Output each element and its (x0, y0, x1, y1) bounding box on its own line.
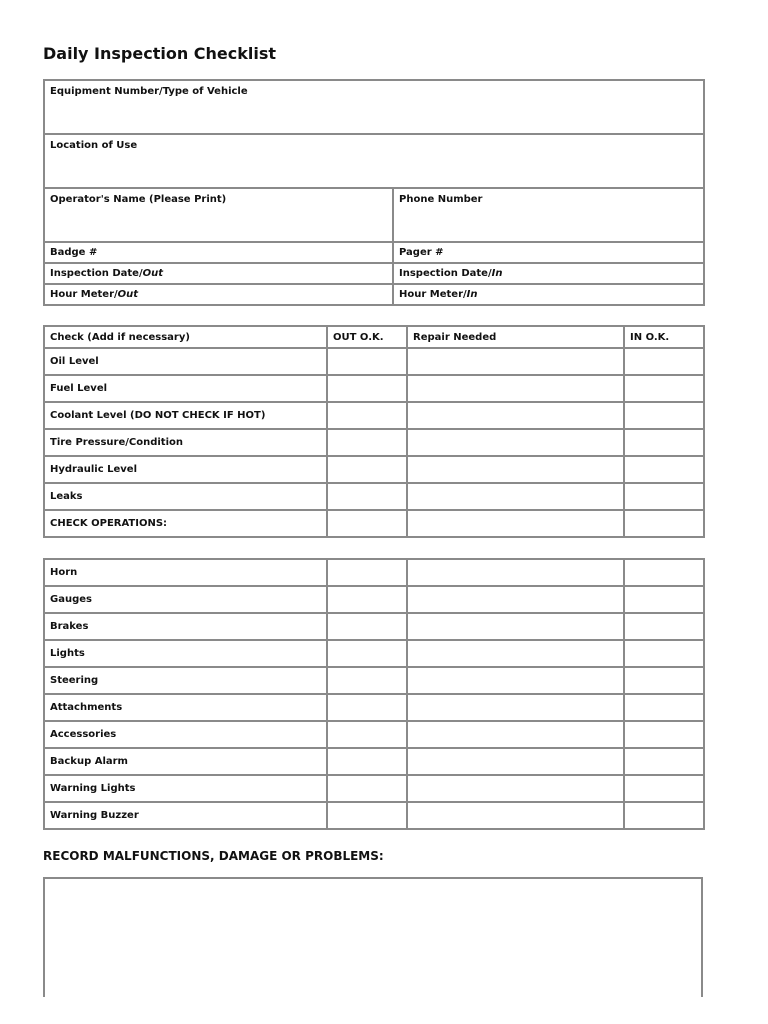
phone-number-field[interactable] (393, 188, 704, 242)
column-header-repair-needed: Repair Needed (407, 326, 624, 348)
repair-needed-cell[interactable] (407, 586, 624, 613)
in-ok-cell[interactable] (624, 559, 704, 586)
vehicle-info-table (43, 79, 705, 306)
in-ok-cell[interactable] (624, 483, 704, 510)
in-ok-cell[interactable] (624, 586, 704, 613)
hour-meter-in-label: Hour Meter/ (399, 289, 467, 300)
repair-needed-cell[interactable] (407, 775, 624, 802)
operator-name-label: Operator's Name (Please Print) (50, 194, 227, 205)
in-ok-cell[interactable] (624, 429, 704, 456)
operator-name-field[interactable] (44, 188, 393, 242)
operation-item-label: Warning Buzzer (44, 802, 327, 829)
checks-table (43, 325, 705, 538)
equipment-field[interactable] (44, 80, 704, 134)
column-header-check: Check (Add if necessary) (44, 326, 327, 348)
out-ok-cell[interactable] (327, 348, 407, 375)
inspection-date-out-field[interactable] (44, 263, 393, 284)
inspection-date-out-suffix: Out (142, 268, 164, 279)
operation-item-label: Accessories (44, 721, 327, 748)
out-ok-cell[interactable] (327, 640, 407, 667)
hour-meter-in-field[interactable] (393, 284, 704, 305)
check-item-label: Tire Pressure/Condition (44, 429, 327, 456)
repair-needed-cell[interactable] (407, 510, 624, 537)
table-row (44, 748, 704, 775)
hour-meter-out-field[interactable] (44, 284, 393, 305)
location-label: Location of Use (50, 140, 138, 151)
table-row (44, 721, 704, 748)
table-row (44, 667, 704, 694)
in-ok-cell[interactable] (624, 721, 704, 748)
operation-item-label: Lights (44, 640, 327, 667)
check-item-label: Coolant Level (DO NOT CHECK IF HOT) (44, 402, 327, 429)
repair-needed-cell[interactable] (407, 483, 624, 510)
repair-needed-cell[interactable] (407, 348, 624, 375)
out-ok-cell[interactable] (327, 667, 407, 694)
in-ok-cell[interactable] (624, 775, 704, 802)
repair-needed-cell[interactable] (407, 559, 624, 586)
check-item-label: Hydraulic Level (44, 456, 327, 483)
malfunctions-notes-box[interactable] (43, 877, 703, 997)
in-ok-cell[interactable] (624, 694, 704, 721)
in-ok-cell[interactable] (624, 667, 704, 694)
table-row (44, 348, 704, 375)
badge-field[interactable] (44, 242, 393, 263)
phone-number-label: Phone Number (399, 194, 483, 205)
table-row (44, 456, 704, 483)
table-row (44, 775, 704, 802)
inspection-date-in-suffix: In (491, 268, 503, 279)
in-ok-cell[interactable] (624, 640, 704, 667)
hour-meter-out-label: Hour Meter/ (50, 289, 118, 300)
in-ok-cell[interactable] (624, 510, 704, 537)
table-row (44, 694, 704, 721)
badge-label: Badge # (50, 247, 98, 258)
operations-table (43, 558, 705, 830)
in-ok-cell[interactable] (624, 802, 704, 829)
location-field[interactable] (44, 134, 704, 188)
inspection-date-out-label: Inspection Date/ (50, 268, 143, 279)
inspection-date-in-field[interactable] (393, 263, 704, 284)
table-row (44, 402, 704, 429)
in-ok-cell[interactable] (624, 375, 704, 402)
repair-needed-cell[interactable] (407, 802, 624, 829)
out-ok-cell[interactable] (327, 613, 407, 640)
pager-label: Pager # (399, 247, 444, 258)
out-ok-cell[interactable] (327, 483, 407, 510)
operation-item-label: Steering (44, 667, 327, 694)
repair-needed-cell[interactable] (407, 640, 624, 667)
operation-item-label: Warning Lights (44, 775, 327, 802)
hour-meter-in-suffix: In (466, 289, 478, 300)
out-ok-cell[interactable] (327, 694, 407, 721)
in-ok-cell[interactable] (624, 613, 704, 640)
repair-needed-cell[interactable] (407, 429, 624, 456)
repair-needed-cell[interactable] (407, 402, 624, 429)
out-ok-cell[interactable] (327, 559, 407, 586)
hour-meter-out-suffix: Out (117, 289, 139, 300)
table-row (44, 559, 704, 586)
repair-needed-cell[interactable] (407, 694, 624, 721)
in-ok-cell[interactable] (624, 456, 704, 483)
table-row (44, 375, 704, 402)
check-item-label: Fuel Level (44, 375, 327, 402)
operation-item-label: Backup Alarm (44, 748, 327, 775)
out-ok-cell[interactable] (327, 402, 407, 429)
operation-item-label: Brakes (44, 613, 327, 640)
table-row (44, 640, 704, 667)
out-ok-cell[interactable] (327, 429, 407, 456)
pager-field[interactable] (393, 242, 704, 263)
table-row (44, 510, 704, 537)
inspection-date-in-label: Inspection Date/ (399, 268, 492, 279)
table-row (44, 586, 704, 613)
repair-needed-cell[interactable] (407, 721, 624, 748)
column-header-in-ok: IN O.K. (624, 326, 704, 348)
in-ok-cell[interactable] (624, 748, 704, 775)
out-ok-cell[interactable] (327, 586, 407, 613)
table-row (44, 429, 704, 456)
column-header-out-ok: OUT O.K. (327, 326, 407, 348)
out-ok-cell[interactable] (327, 748, 407, 775)
repair-needed-cell[interactable] (407, 456, 624, 483)
out-ok-cell[interactable] (327, 775, 407, 802)
table-row (44, 613, 704, 640)
table-row (44, 483, 704, 510)
check-item-label: Oil Level (44, 348, 327, 375)
malfunctions-heading: RECORD MALFUNCTIONS, DAMAGE OR PROBLEMS: (43, 849, 384, 863)
out-ok-cell[interactable] (327, 510, 407, 537)
repair-needed-cell[interactable] (407, 748, 624, 775)
operation-item-label: Gauges (44, 586, 327, 613)
table-row (44, 802, 704, 829)
operation-item-label: Horn (44, 559, 327, 586)
check-item-label: Leaks (44, 483, 327, 510)
out-ok-cell[interactable] (327, 721, 407, 748)
repair-needed-cell[interactable] (407, 613, 624, 640)
repair-needed-cell[interactable] (407, 375, 624, 402)
equipment-label: Equipment Number/Type of Vehicle (50, 86, 248, 97)
out-ok-cell[interactable] (327, 802, 407, 829)
check-item-label: CHECK OPERATIONS: (44, 510, 327, 537)
page-title: Daily Inspection Checklist (43, 44, 277, 63)
out-ok-cell[interactable] (327, 375, 407, 402)
in-ok-cell[interactable] (624, 402, 704, 429)
repair-needed-cell[interactable] (407, 667, 624, 694)
operation-item-label: Attachments (44, 694, 327, 721)
in-ok-cell[interactable] (624, 348, 704, 375)
out-ok-cell[interactable] (327, 456, 407, 483)
